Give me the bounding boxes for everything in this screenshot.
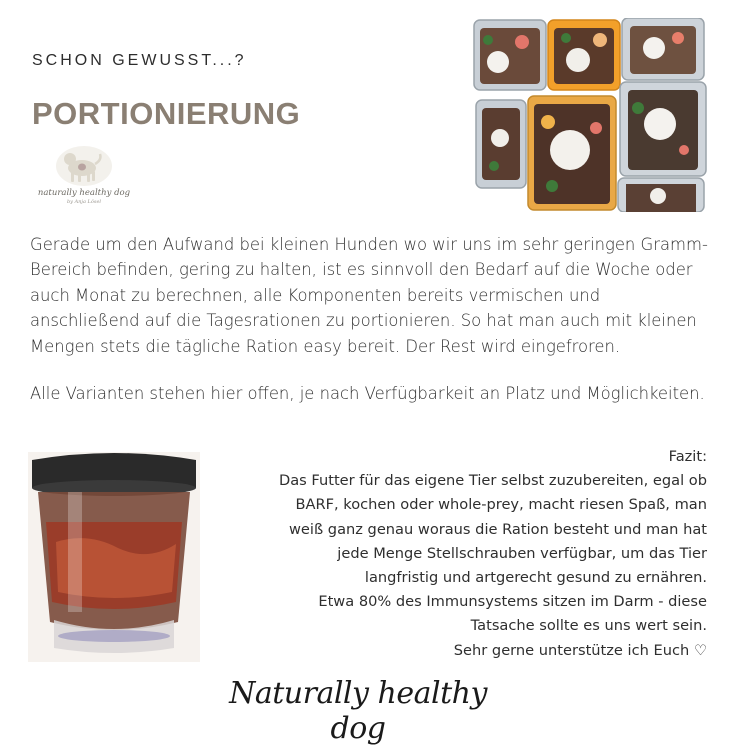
fazit-line: Tatsache sollte es uns wert sein. xyxy=(470,617,707,635)
fazit-line: langfristig und artgerecht gesund zu ernähren. xyxy=(364,569,707,587)
fazit-line: Das Futter für das eigene Tier selbst zuzubereiten, egal ob xyxy=(278,472,707,490)
fazit-line: Sehr gerne unterstütze ich Euch ♡ xyxy=(453,641,707,659)
kicker-heading: SCHON GEWUSST...? xyxy=(32,52,247,69)
fazit-line: Etwa 80% des Immunsystems sitzen im Darm - diese xyxy=(318,593,707,611)
signature-text: Naturally healthy dog xyxy=(229,676,487,746)
dog-illustration-icon xyxy=(34,140,134,188)
fazit-line: BARF, kochen oder whole-prey, macht riesen Spaß, man xyxy=(295,496,707,514)
food-processor-photo xyxy=(28,452,200,662)
logo-subtitle: by Anja Lösel xyxy=(66,199,102,205)
fazit-block xyxy=(217,445,707,663)
page-title: PORTIONIERUNG xyxy=(32,96,301,131)
signature xyxy=(228,668,488,746)
brand-logo xyxy=(34,140,134,212)
logo-brand-text: naturally healthy dog xyxy=(37,188,131,198)
fazit-heading: Fazit: xyxy=(668,448,707,465)
variants-paragraph: Alle Varianten stehen hier offen, je nach Verfügbarkeit an Platz und Möglichkeiten. xyxy=(30,384,705,403)
fazit-line: jede Menge Stellschrauben verfügbar, um das Tier xyxy=(337,544,707,562)
fazit-line: weiß ganz genau woraus die Ration besteht und man hat xyxy=(289,520,707,538)
meal-prep-containers-photo xyxy=(472,18,708,212)
intro-paragraph: Gerade um den Aufwand bei kleinen Hunden wo wir uns im sehr geringen Gramm-Bereich befinden, gering zu halten, ist es sinnvoll den Bedarf auf die Woche oder auch Monat zu berechnen, alle Komponenten bereits vermischen und anschließend auf die Tagesrationen zu portionieren. So hat man auch mit kleinen Mengen stets die tägliche Ration easy bereit. Der Rest wird eingefroren. xyxy=(30,235,708,356)
